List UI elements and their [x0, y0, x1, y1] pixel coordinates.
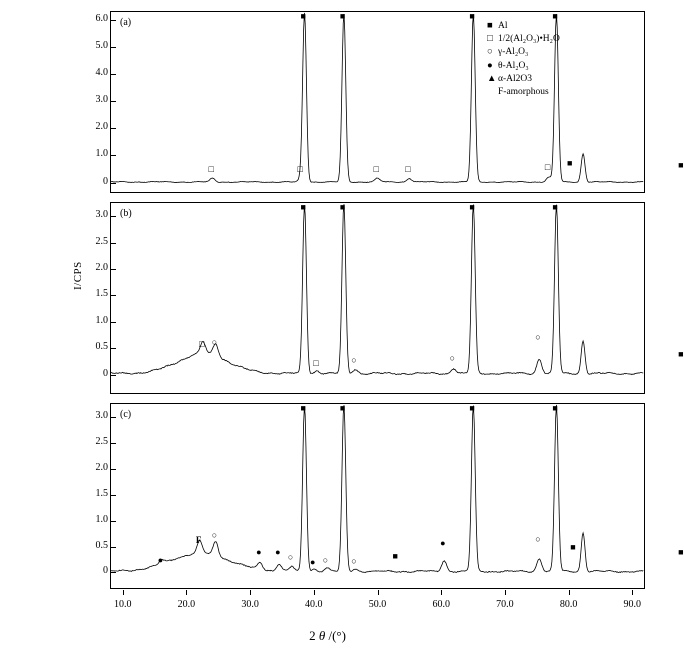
peak-marker: ■: [552, 11, 558, 21]
peak-marker: ○: [535, 533, 541, 544]
peak-marker: ■: [678, 160, 684, 171]
y-tick-label: 1.5: [95, 288, 108, 300]
y-tick-label: 0.5: [95, 341, 108, 353]
y-tick-mark: [111, 348, 116, 349]
legend-symbol-icon: □: [487, 34, 493, 45]
peak-marker: □: [297, 163, 303, 174]
peak-marker: ○: [211, 337, 218, 348]
y-tick-label: 2.0: [95, 461, 108, 473]
y-tick-label: 0.5: [95, 539, 108, 551]
y-tick-label: 2.0: [95, 121, 108, 133]
peak-marker: ○: [211, 530, 218, 541]
chart-panel-c: [110, 403, 684, 589]
y-tick-mark: [111, 469, 116, 470]
peak-marker: ■: [300, 202, 306, 212]
x-axis-label-theta: θ: [318, 628, 326, 643]
x-tick-mark: [250, 590, 251, 595]
y-tick-mark: [111, 547, 116, 548]
x-tick-label: 20.0: [177, 599, 196, 610]
y-tick-label: 0: [103, 565, 108, 577]
x-tick-mark: [123, 590, 124, 595]
y-tick-label: 0: [103, 175, 108, 187]
y-tick-mark: [111, 216, 116, 217]
peak-marker: ■: [300, 11, 306, 21]
y-tick-mark: [111, 375, 116, 376]
peak-marker: ●: [256, 546, 262, 557]
legend-symbol-icon: ○: [487, 47, 493, 58]
legend-label: γ-Al₂O₃: [498, 47, 529, 58]
y-tick-mark: [111, 101, 116, 102]
y-tick-mark: [111, 269, 116, 270]
peak-marker: ■: [552, 202, 558, 212]
y-tick-label: 2.5: [95, 435, 108, 447]
y-tick-mark: [111, 20, 116, 21]
y-tick-label: 4.0: [95, 67, 108, 79]
y-axis-ticks-a: [72, 11, 108, 193]
chart-panel-b: [110, 202, 684, 394]
legend-symbol-icon: ▲: [487, 73, 497, 84]
legend-item: [487, 20, 560, 33]
y-tick-mark: [111, 572, 116, 573]
legend-item: [487, 73, 560, 86]
x-tick-mark: [441, 590, 442, 595]
y-tick-mark: [111, 74, 116, 75]
y-tick-label: 0: [103, 367, 108, 379]
x-tick-label: 10.0: [113, 599, 132, 610]
panel-label-c: (c): [120, 409, 132, 420]
peak-marker: F: [195, 535, 202, 546]
y-tick-label: 3.0: [95, 94, 108, 106]
y-tick-label: 1.5: [95, 487, 108, 499]
peak-marker: □: [373, 164, 379, 175]
peak-marker: ■: [567, 158, 573, 169]
x-axis-label-prefix: 2: [309, 628, 319, 643]
y-tick-mark: [111, 443, 116, 444]
x-tick-mark: [314, 590, 315, 595]
legend-symbol-icon: ■: [487, 21, 493, 31]
legend-symbol-icon: ●: [487, 60, 493, 71]
x-tick-label: 60.0: [432, 599, 450, 610]
peak-marker: ■: [300, 403, 306, 413]
panel-label-b: (b): [120, 208, 132, 219]
peak-marker: ○: [287, 552, 294, 563]
peak-marker: □: [208, 164, 214, 175]
peak-marker: ■: [678, 546, 684, 557]
peak-marker: □: [405, 164, 411, 175]
y-tick-label: 5.0: [95, 40, 108, 52]
peak-marker: ●: [157, 554, 164, 565]
y-tick-label: 6.0: [95, 13, 108, 25]
y-tick-label: 3.0: [95, 209, 108, 221]
peak-marker: ●: [310, 557, 316, 568]
peak-marker: ○: [449, 352, 456, 363]
legend-label: α-Al2O3: [498, 73, 533, 84]
y-tick-mark: [111, 47, 116, 48]
y-tick-mark: [111, 155, 116, 156]
plot-area-b: [111, 203, 644, 393]
x-tick-label: 40.0: [305, 599, 323, 610]
y-tick-label: 3.0: [95, 409, 108, 421]
panel-label-a: (a): [120, 17, 132, 28]
x-tick-mark: [505, 590, 506, 595]
y-axis-ticks-c: [72, 403, 108, 589]
plot-area-c: [111, 404, 644, 588]
y-axis-label: I/CPS: [72, 261, 84, 290]
peak-marker: ■: [469, 11, 475, 21]
x-tick-label: 80.0: [559, 599, 578, 610]
peak-marker: ■: [339, 11, 346, 21]
peak-marker: ○: [322, 554, 329, 565]
peak-marker: ■: [469, 202, 475, 212]
y-tick-mark: [111, 295, 116, 296]
chart-panel-a: [110, 11, 684, 193]
legend-item: [487, 60, 560, 73]
legend-item: [487, 33, 560, 46]
peak-marker: ○: [535, 331, 541, 342]
peak-marker: ■: [678, 348, 684, 359]
x-tick-label: 50.0: [368, 599, 387, 610]
legend-item: [487, 86, 560, 99]
legend-label: 1/2(Al₂O₃)•H₂O: [498, 34, 560, 45]
y-tick-mark: [111, 495, 116, 496]
peak-marker: ■: [469, 403, 475, 413]
peak-marker: □: [199, 339, 205, 350]
peak-marker: ○: [351, 355, 357, 366]
legend-label: Al: [498, 21, 508, 31]
y-tick-mark: [111, 521, 116, 522]
y-tick-mark: [111, 417, 116, 418]
peak-marker: ○: [351, 556, 357, 567]
legend-label: θ-Al₂O₃: [498, 60, 529, 71]
x-tick-mark: [378, 590, 379, 595]
x-tick-label: 90.0: [623, 599, 641, 610]
x-axis-ticks: [110, 590, 645, 614]
y-tick-label: 2.5: [95, 235, 108, 247]
peak-marker: ●: [440, 537, 446, 548]
x-tick-label: 30.0: [241, 599, 259, 610]
y-tick-mark: [111, 128, 116, 129]
peak-marker: ■: [392, 551, 398, 562]
x-axis-label: [0, 628, 655, 644]
legend-item: [487, 46, 560, 59]
peak-marker: □: [313, 358, 319, 369]
peak-marker: ■: [339, 202, 346, 212]
y-tick-mark: [111, 243, 116, 244]
y-tick-label: 1.0: [95, 148, 108, 160]
y-axis-ticks-b: [72, 202, 108, 394]
peak-marker: ■: [339, 403, 346, 413]
peak-marker: ●: [275, 546, 281, 557]
x-tick-label: 70.0: [496, 599, 514, 610]
legend-label: F-amorphous: [498, 87, 549, 98]
y-tick-mark: [111, 322, 116, 323]
peak-marker: ■: [552, 403, 558, 413]
y-tick-mark: [111, 183, 116, 184]
x-axis-label-suffix: /(°): [325, 628, 346, 643]
legend: [487, 20, 560, 99]
y-tick-label: 2.0: [95, 261, 108, 273]
peak-marker: ■: [570, 541, 576, 552]
x-tick-mark: [186, 590, 187, 595]
peak-marker: □: [544, 161, 551, 172]
y-tick-label: 1.0: [95, 513, 108, 525]
y-tick-label: 1.0: [95, 314, 108, 326]
x-tick-mark: [569, 590, 570, 595]
x-tick-mark: [632, 590, 633, 595]
